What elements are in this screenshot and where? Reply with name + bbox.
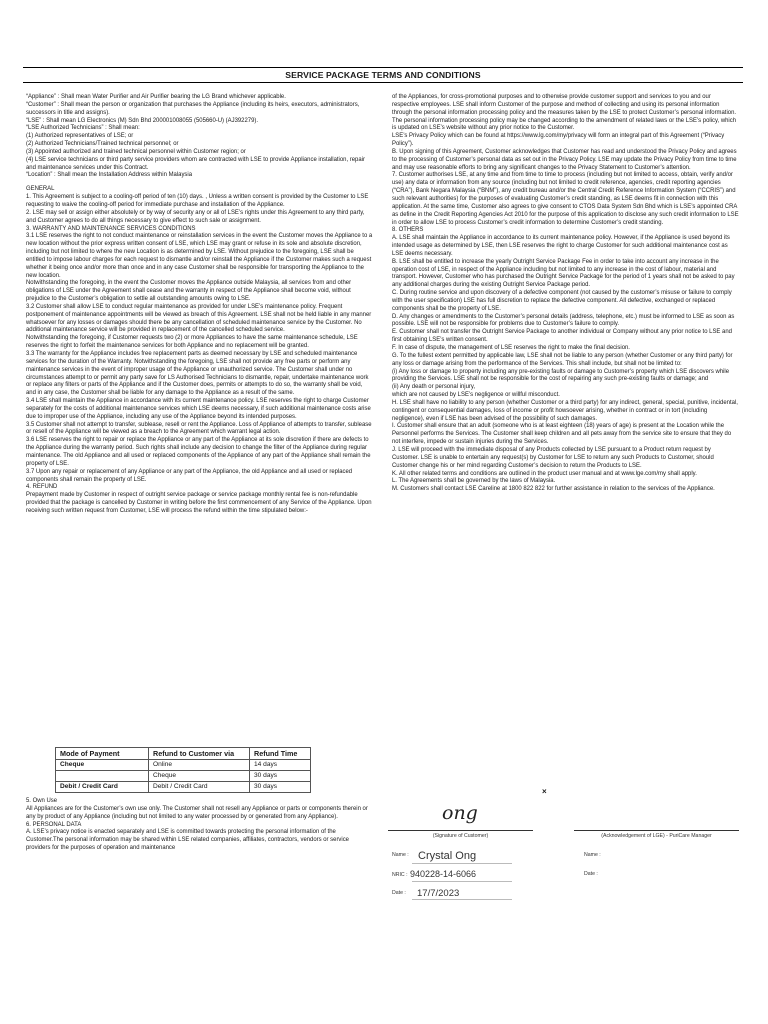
- table-cell: 30 days: [250, 771, 311, 782]
- left-column-bottom: [26, 798, 373, 853]
- table-cell: 14 days: [250, 760, 311, 771]
- paragraph: J. LSE will proceed with the immediate disposal of any Products collected by LSE pursuant to a Product return request by Customer. LSE is unable to entertain any request(s) by Customer for LSE to return any such Products to Customer, should Customer change his or her mind regarding Customer’s decision to return the Products to LSE.: [392, 446, 714, 469]
- paragraph: “Location” : Shall mean the Installation Address within Malaysia: [26, 172, 193, 179]
- paragraph: “LSE Authorized Technicians” : Shall mean:: [26, 125, 140, 132]
- paragraph: (4) LSE service technicians or third party service providers whom are contracted with LSE to provide Appliance installation, repair and maintenance services under this Contract.: [26, 156, 365, 171]
- manager-date-label: Date :: [584, 871, 598, 877]
- paragraph: GENERAL: [26, 186, 55, 193]
- nric-underline: [412, 881, 512, 882]
- paragraph: 2. LSE may sell or assign either absolutely or by way of security any or all of LSE’s rights under this Agreement to any third party, and Customer agrees to do all things necessary to give effect to such sale or assignment.: [26, 209, 365, 224]
- paragraph: D. Any changes or amendments to the Customer’s personal details (address, telephone, etc.) must be informed to LSE as soon as possible. LSE will not be responsible for problems due to Customer’s failure to comply.: [392, 313, 735, 328]
- table-row: [56, 760, 311, 771]
- document-title: SERVICE PACKAGE TERMS AND CONDITIONS: [23, 67, 743, 83]
- right-column: [392, 94, 739, 494]
- paragraph: 3. WARRANTY AND MAINTENANCE SERVICES CONDITIONS: [26, 225, 196, 232]
- customer-name-value: Crystal Ong: [418, 850, 477, 862]
- paragraph: 7. Customer authorises LSE, at any time and from time to time to process (including but not limited to access, obtain, verify and/or use) any data or information from any source (including but not limited to credit reference, agencies, credit reporting agencies (“CRA”), Bank Negara Malaysia (“BNM”), any credit bureau and/or the Central Credit Reference Information System (“CCRIS”) and such relevant authorities) for the purposes of evaluating Customer’s credit standing, as LSE deems fit in connection with this application. At the same time, Customer also agrees to give consent to CTOS Data System Sdn Bhd which is LSE’s appointed CRA as define in the Credit Reporting Agencies Act 2010 for the purpose of this application to disclose any such credit information to LSE in order to allow LSE to process Customer’s credit information to determine Customer’s credit standing.: [392, 172, 739, 226]
- paragraph: 5. Own Use: [26, 798, 58, 804]
- paragraph: 3.6 LSE reserves the right to repair or replace the Appliance or any part of the Appliance at its sole discretion if there are defects to the Appliance during the warranty period. Such rights shall include any decision to change the filter of the Appliance during regular maintenance. The old Appliance and all used or replaced components of the Appliance of any part of the Appliance shall remain the property of LSE.: [26, 437, 371, 467]
- date-underline: [412, 899, 512, 900]
- customer-nric-value: 940228-14-6066: [410, 869, 477, 879]
- paragraph: I. Customer shall ensure that an adult (someone who is at least eighteen (18) years of age) is present at the Location while the Personnel performs the Services. The Customer shall keep children and all pets away from the service site to ensure that they do not interfere, impede or sustain injuries during the Services.: [392, 423, 732, 446]
- paragraph: Prepayment made by Customer in respect of outright service package or service package monthly rental fee is non-refundable provided that the package is cancelled by Customer in writing before the first commencement of any Service of the Appliance. Upon receiving such written request from Customer, LSE will process the refund within the time stipulated below:-: [26, 492, 372, 514]
- table-cell: Online: [149, 760, 250, 771]
- paragraph: A. LSE’s privacy notice is enacted separately and LSE is committed towards protecting the personal information of the Customer.The personal information may be shared within LSE related companies, affiliates, contractors, vendors or service providers for the purposes of operation and maintenance: [26, 829, 349, 852]
- table-cell: Debit / Credit Card: [56, 782, 149, 793]
- paragraph: (1) Authorized representatives of LSE; or: [26, 133, 134, 140]
- paragraph: 6. PERSONAL DATA: [26, 821, 82, 828]
- table-cell: Debit / Credit Card: [149, 782, 250, 793]
- nric-label: NRIC :: [392, 872, 408, 878]
- name-underline: [412, 863, 512, 864]
- paragraph: A. LSE shall maintain the Appliance in accordance to its current maintenance policy. However, if the Appliance is used beyond its intended usage as determined by LSE, then LSE reserves the right to charge Customer for such additional maintenance cost as LSE deems necessary.: [392, 235, 730, 257]
- table-cell: [56, 771, 149, 782]
- paragraph: 3.3 The warranty for the Appliance includes free replacement parts as deemed necessary by LSE and scheduled maintenance services for the duration of the Warranty. Notwithstanding the foregoing, LSE shall not provide any free parts or perform any maintenance services in the event of improper usage of the Appliance or unauthorized service. The Customer shall under no circumstances attempt to or permit any party save for LS Authorised Technicians to dismantle, repair, undertake maintenance work or replace any filters or parts of the Appliance and if the Customer does, permits or attempts to do so, the warranty shall be void, and in any case, the Customer shall be liable for any damage to the Appliance as a result of the same.: [26, 351, 369, 397]
- paragraph: B. Upon signing of this Agreement, Customer acknowledges that Customer has read and understood the Privacy Policy and agrees to the processing of Customer’s personal data as set out in the Privacy Policy. LSE may update the Privacy Policy from time to time and may use reasonable efforts to bring any significant changes to the Privacy Statement to Customer’s attention.: [392, 148, 737, 171]
- refund-table-header: Refund to Customer via: [149, 748, 250, 760]
- table-row: [56, 771, 311, 782]
- paragraph: LSE’s Privacy Policy which can be found at https://www.lg.com/my/privacy will form an integral part of this Agreement (“Privacy Policy”).: [392, 133, 725, 148]
- paragraph: E. Customer shall not transfer the Outright Service Package to another individual or Company without any prior notice to LSE and first obtaining LSE’s written consent.: [392, 329, 732, 344]
- paragraph: 3.7 Upon any repair or replacement of any Appliance or any part of the Appliance, the old Appliance and all used or replaced components shall remain the property of LSE.: [26, 468, 353, 483]
- paragraph: 8. OTHERS: [392, 227, 424, 234]
- refund-table-header: Refund Time: [250, 748, 311, 760]
- left-column: [26, 94, 373, 516]
- paragraph: “Customer” : Shall mean the person or organization that purchases the Appliance (including its heirs, executors, administrators, successors in title and assigns).: [26, 101, 360, 116]
- paragraph: 4. REFUND: [26, 484, 58, 491]
- paragraph: “LSE” : Shall mean LG Electronics (M) Sdn Bhd 200001008055 (505660-U) (AJ392279).: [26, 117, 259, 124]
- table-cell: 30 days: [250, 782, 311, 793]
- paragraph: F. In case of dispute, the management of LSE reserves the right to make the final decision.: [392, 345, 630, 351]
- paragraph: (3) Appointed authorized and trained technical personnel within Customer region; or: [26, 148, 246, 155]
- paragraph: B. LSE shall be entitled to increase the yearly Outright Service Package Fee in order to take into account any increase in the operation cost of LSE, in respect of the Appliance including but not limited to any increase in the cost of labour, material and transport. However, Customer who has purchased the Outright Service Package for the period of 1 years shall not be asked to pay any additional charges during the existing Outright Service Package period.: [392, 258, 735, 289]
- manager-signature-line: [574, 830, 739, 831]
- table-cell: Cheque: [56, 760, 149, 771]
- manager-signature-caption: (Acknowledgement of LGE) - PuriCare Manager: [601, 833, 712, 839]
- refund-table: [55, 747, 311, 793]
- sign-here-mark: ×: [542, 787, 547, 796]
- paragraph: H. LSE shall have no liability to any person (whether Customer or a third party) for any indirect, general, special, punitive, incidental, contingent or consequential damages, loss of income or profit howsoever arising, whether in contract or in tort (including negligence), even if LSE has been advised of the possibility of such damages.: [392, 399, 738, 422]
- table-row: [56, 782, 311, 793]
- paragraph: All Appliances are for the Customer’s own use only. The Customer shall not resell any Appliance or parts or components therein or any by product of any Appliance (including but not limited to any water processed by or generated from any Appliance).: [26, 805, 368, 820]
- customer-signature: ong: [442, 802, 478, 824]
- customer-date-value: 17/7/2023: [417, 888, 460, 899]
- document-page: [23, 62, 743, 1012]
- paragraph: of the Appliances, for cross-promotional purposes and to otherwise provide customer support and services to you and our respective employees. LSE shall inform Customer of the purpose and method of collecting and using its personal information through the personal information processing policy and the measures taken by the LSE to protect Customer’s personal information. The personal information processing policy may be changed according to the amendment of related laws or the LSE’s policy, which is updated on LSE’s website without any prior notice to the Customer.: [392, 94, 737, 132]
- paragraph: 3.1 LSE reserves the right to not conduct maintenance or reinstallation services in the event the Customer moves the Appliance to a new location without the prior express written consent of LSE, which LSE may grant or refuse in its sole and absolute discretion, including but not limited to where the new Location is as determined by LSE. Without prejudice to the foregoing, LSE shall be entitled to impose labour charges for each request to dismantle and/or reinstall the Appliance if the Customer makes such a request whether it being once and/or more than once and in any case Customer shall be responsible for transporting the Appliance to the new location.: [26, 233, 373, 279]
- table-cell: Cheque: [149, 771, 250, 782]
- refund-table-header: Mode of Payment: [56, 748, 149, 760]
- paragraph: which are not caused by LSE’s negligence or willful misconduct.: [392, 392, 560, 399]
- paragraph: G. To the fullest extent permitted by applicable law, LSE shall not be liable to any person (whether Customer or any third party) for any loss or damage arising from the performance of the Services. This shall include, but shall not be limited to:: [392, 352, 733, 367]
- paragraph: Notwithstanding the foregoing, in the event the Customer moves the Appliance outside Malaysia, all services from and other obligations of LSE under the Agreement shall cease and the warranty in respect of the Appliance shall become void, without prejudice to the Customer’s obligation to settle all outstanding amounts owing to LSE.: [26, 280, 352, 303]
- paragraph: 3.2 Customer shall allow LSE to conduct regular maintenance as provided for under LSE’s maintenance policy. Frequent postponement of maintenance appointments will be viewed as breach of this Agreement. LSE shall not be held liable in any manner whatsoever for any losses or damages should there be any cancellation of scheduled maintenance service by the Customer. No additional maintenance service will be provided in replacement of the cancelled scheduled service.: [26, 303, 372, 334]
- paragraph: 3.4 LSE shall maintain the Appliance in accordance with its current maintenance policy. LSE reserves the right to charge Customer separately for the costs of additional maintenance services which LSE deems necessary, if such additional maintenance costs arise due to improper use of the Appliance, including any use of the Appliance beyond its intended purposes.: [26, 398, 371, 420]
- refund-table-header-row: [56, 748, 311, 760]
- paragraph: Notwithstanding the foregoing, if Customer requests two (2) or more Appliances to have the same maintenance schedule, LSE reserves the right to forfeit the maintenance services for both Appliance and no replacement will be granted.: [26, 335, 358, 350]
- name-label: Name :: [392, 852, 409, 858]
- paragraph: (i) Any loss or damage to property including any pre-existing faults or damage to Customer’s property which LSE discovers while providing the Services. LSE shall not be responsible for the cost of repairing any such pre-existing faults or damage; and: [392, 368, 730, 383]
- manager-name-label: Name :: [584, 852, 601, 858]
- paragraph: “Appliance” : Shall mean Water Purifier and Air Purifier bearing the LG Brand whichever applicable.: [26, 94, 286, 100]
- paragraph: 3.5 Customer shall not attempt to transfer, sublease, resell or rent the Appliance. Loss of Appliance of attempts to transfer, sublease or resell of the Appliance will be viewed as a breach to the Agreement which warrant legal action.: [26, 421, 372, 436]
- paragraph: K. All other related terms and conditions are outlined in the product user manual and at www.lge.com/my shall apply.: [392, 470, 697, 477]
- paragraph: M. Customers shall contact LSE Careline at 1800 822 822 for further assistance in relation to the services of the Appliance.: [392, 486, 715, 493]
- customer-signature-caption: (Signature of Customer): [432, 833, 489, 839]
- paragraph: L. The Agreements shall be governed by the laws of Malaysia.: [392, 478, 556, 485]
- customer-signature-line: [388, 830, 533, 831]
- paragraph: 1. This Agreement is subject to a cooling-off period of ten (10) days. , Unless a written consent is provided by the Customer to LSE requesting to waive the cooling-off period for immediate purchase and installation of the Appliance.: [26, 194, 369, 208]
- paragraph: C. During routine service and upon discovery of a defective component (not caused by the customer’s misuse or failure to comply with the user specification) LSE has full discretion to replace the defective component. All defective, exchanged or replaced components shall be the property of LSE.: [392, 290, 732, 312]
- date-label: Date :: [392, 890, 406, 896]
- paragraph: (2) Authorized Technicians/Trained technical personnel; or: [26, 141, 179, 148]
- paragraph: (ii) Any death or personal injury,: [392, 384, 476, 391]
